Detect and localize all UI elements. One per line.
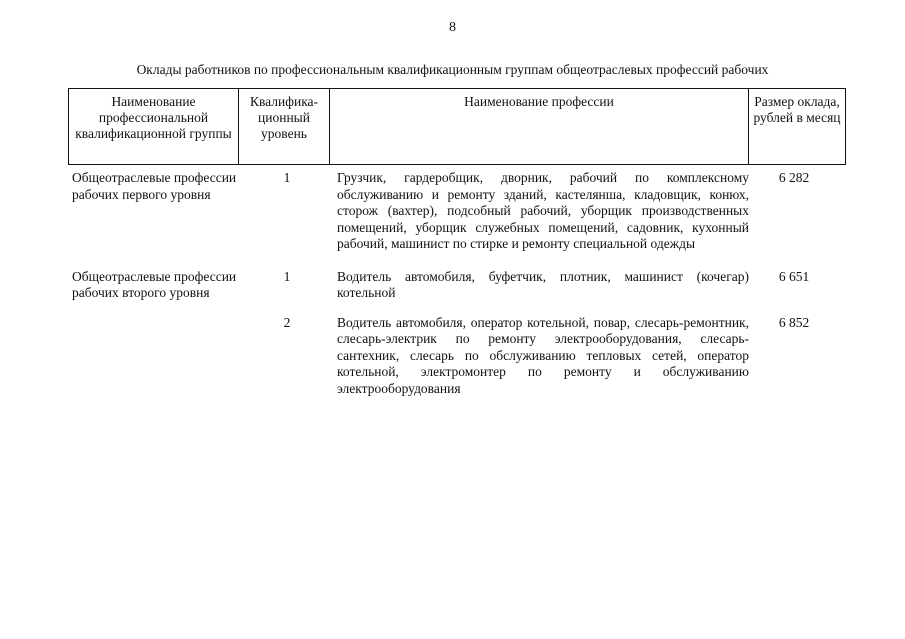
table-header xyxy=(68,88,846,165)
group-name: Общеотраслевые профессии рабочих первого уровня xyxy=(72,170,237,202)
header-row xyxy=(69,89,846,165)
header-group: Наименование профессиональной квалификационной группы xyxy=(69,89,239,165)
document-title: Оклады работников по профессиональным квалификационным группам общеотраслевых профессий рабочих xyxy=(136,62,769,77)
profession-list: Водитель автомобиля, оператор котельной, повар, слесарь-ремонтник, слесарь-электрик по ремонту электрооборудования, слесарь-сантехник, слесарь по обслуживанию тепловых сетей, оператор котельной, электромонтер по ремонту и обслуживанию электрооборудования xyxy=(337,314,749,396)
salary-table xyxy=(68,170,839,397)
table-row xyxy=(68,269,839,315)
salary-value: 6 852 xyxy=(778,314,810,330)
table-row xyxy=(68,170,839,269)
profession-list: Грузчик, гардеробщик, дворник, рабочий по комплексному обслуживанию и ремонту зданий, кастелянша, кладовщик, конюх, сторож (вахтер), подсобный рабочий, уборщик производственных помещений, уборщик служебных помещений, садовник, кухонный рабочий, машинист по стирке и ремонту специальной одежды xyxy=(337,170,749,251)
qualification-level: 1 xyxy=(283,268,291,284)
salary-value: 6 282 xyxy=(778,170,810,185)
header-profession: Наименование профессии xyxy=(330,89,749,165)
profession-list: Водитель автомобиля, буфетчик, плотник, машинист (кочегар) котельной xyxy=(337,268,749,300)
salary-value: 6 651 xyxy=(778,268,810,284)
qualification-level: 1 xyxy=(283,170,291,185)
page-number: 8 xyxy=(449,20,456,35)
group-name: Общеотраслевые профессии рабочих второго уровня xyxy=(72,268,237,300)
header-level: Квалифика-ционный уровень xyxy=(239,89,330,165)
qualification-level: 2 xyxy=(283,314,291,330)
header-salary: Размер оклада, рублей в месяц xyxy=(749,89,846,165)
